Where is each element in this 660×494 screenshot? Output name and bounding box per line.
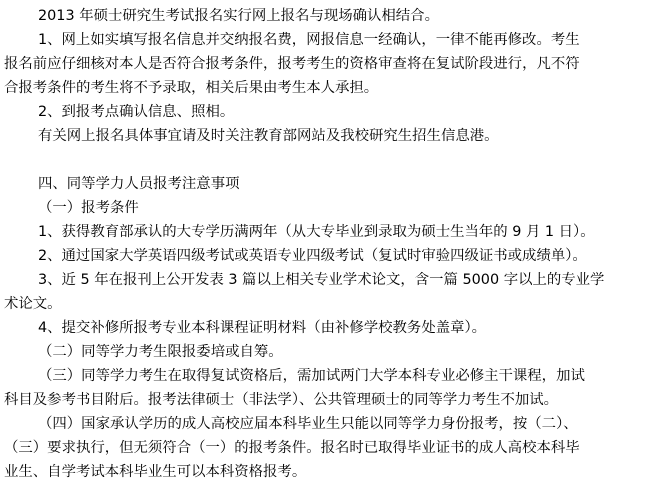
condition-3-line-1: 3、近 5 年在报刊上公开发表 3 篇以上相关专业学术论文，含一篇 5000 字以上的专业学	[38, 272, 605, 288]
condition-3-line-2: 术论文。	[4, 296, 62, 312]
paragraph-intro: 2013 年硕士研究生考试报名实行网上报名与现场确认相结合。	[38, 8, 439, 24]
subsection-4-line-3: 业生、自学考试本科毕业生可以本科资格报考。	[4, 464, 307, 480]
condition-2: 2、通过国家大学英语四级考试或英语专业四级考试（复试时审验四级证书或成绩单）。	[38, 248, 587, 264]
paragraph-item-1-line-1: 1、网上如实填写报名信息并交纳报名费，网报信息一经确认，一律不能再修改。考生	[38, 32, 580, 48]
condition-4: 4、提交补修所报考专业本科课程证明材料（由补修学校教务处盖章）。	[38, 320, 487, 336]
subsection-2: （二）同等学力考生限报委培或自筹。	[38, 344, 283, 360]
subsection-4-line-1: （四）国家承认学历的成人高校应届本科毕业生只能以同等学力身份报考，按（二）、	[38, 416, 578, 432]
paragraph-notice: 有关网上报名具体事宜请及时关注教育部网站及我校研究生招生信息港。	[38, 128, 499, 144]
paragraph-item-2: 2、到报考点确认信息、照相。	[38, 104, 235, 120]
subsection-heading-1: （一）报考条件	[38, 200, 139, 216]
section-heading: 四、同等学力人员报考注意事项	[38, 176, 240, 192]
subsection-4-line-2: （三）要求执行，但无须符合（一）的报考条件。报名时已取得毕业证书的成人高校本科毕	[4, 440, 580, 456]
subsection-3-line-1: （三）同等学力考生在取得复试资格后，需加试两门大学本科专业必修主干课程，加试	[38, 368, 585, 384]
condition-1: 1、获得教育部承认的大专学历满两年（从大专毕业到录取为硕士生当年的 9 月 1 日）。	[38, 224, 595, 240]
subsection-3-line-2: 科目及参考书目附后。报考法律硕士（非法学）、公共管理硕士的同等学力考生不加试。	[4, 392, 559, 408]
paragraph-item-1-line-3: 合报考条件的考生将不予录取，相关后果由考生本人承担。	[4, 80, 379, 96]
paragraph-item-1-line-2: 报名前应仔细核对本人是否符合报考条件，报考考生的资格审查将在复试阶段进行，凡不符	[4, 56, 580, 72]
